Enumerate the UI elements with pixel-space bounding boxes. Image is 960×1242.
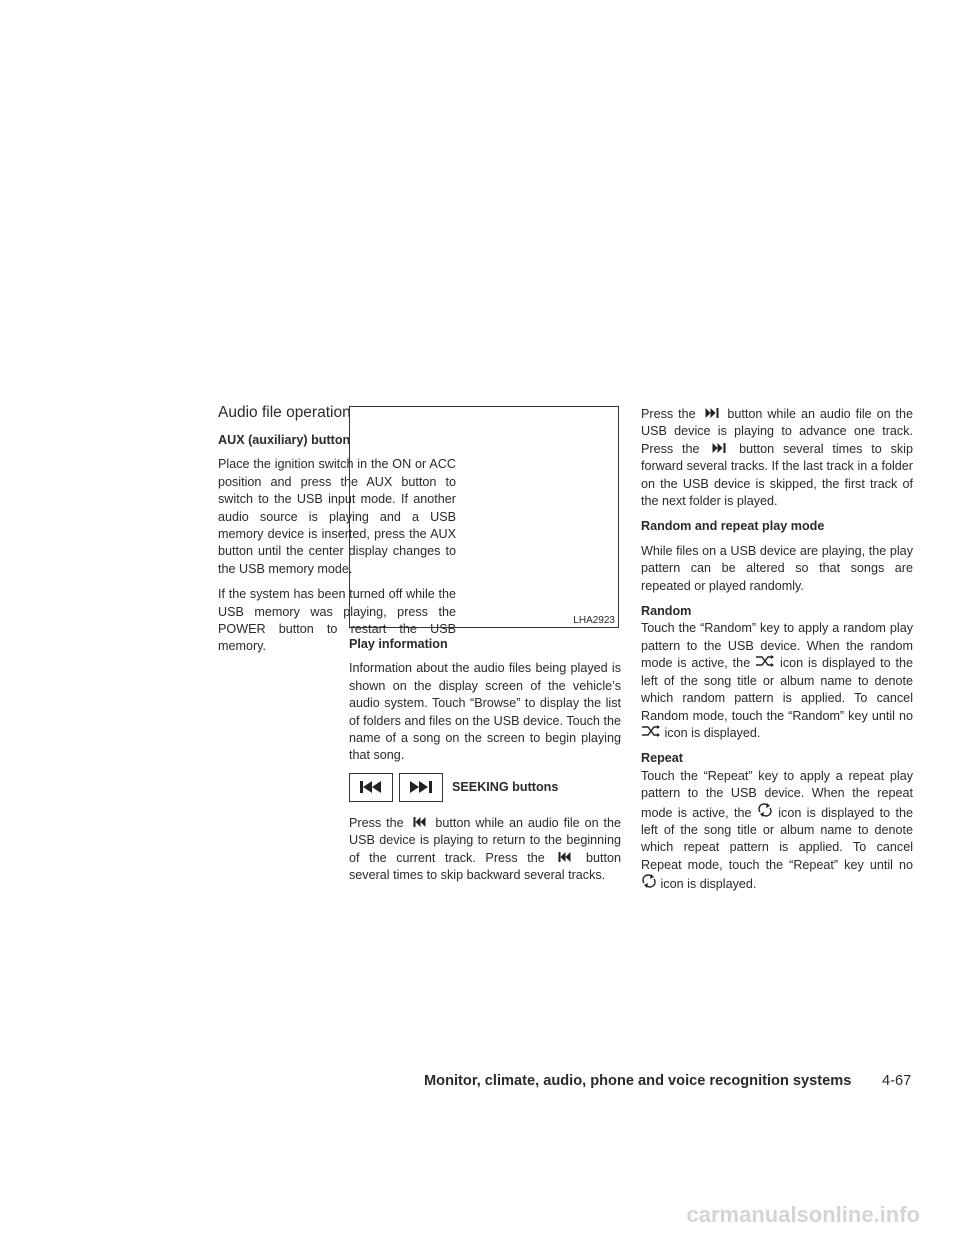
random-heading: Random [641, 604, 692, 619]
aux-paragraph-1: Place the ignition switch in the ON or ACC position and press the AUX button to switch to the USB input mode. If another audio source is playing and a USB memory device is inserted, press the AUX button until the center display changes to the USB memory mode. [218, 457, 456, 576]
seek-back-text-a: Press the [349, 815, 404, 830]
section-title: Audio file operation [218, 404, 351, 421]
play-info-paragraph: Information about the audio files being played is shown on the display screen of the vehicle’s audio system. Touch “Browse” to display the list of folders and files on the USB device. Touch the name of a song on the screen to begin playing that song. [349, 661, 621, 763]
seek-forward-text-a: Press the [641, 407, 696, 421]
aux-paragraph-2: If the system has been turned off while the USB memory was playing, press the POWER button to restart the USB memory. [218, 587, 456, 654]
column-right [641, 406, 913, 902]
play-info-heading: Play information [349, 637, 448, 651]
seek-forward-text-c: button several times to skip forward several tracks. If the last track in a folder on the USB device is skipped, the first track of the next folder is played. [641, 441, 913, 509]
random-paragraph [641, 620, 913, 742]
repeat-text-b: icon is displayed to the left of the song title or album name to denote which repeat pattern is applied. To cancel Repeat mode, touch the “Repeat” key until no [641, 805, 914, 872]
random-text-c: icon is displayed. [664, 725, 761, 740]
footer-page-number: 4-67 [882, 1073, 912, 1089]
random-repeat-heading: Random and repeat play mode [641, 519, 825, 534]
illustration-frame [349, 406, 619, 628]
repeat-icon [641, 874, 657, 888]
skip-next-icon [399, 773, 443, 802]
column-middle [349, 636, 621, 892]
skip-previous-icon [409, 817, 431, 827]
repeat-paragraph [641, 768, 913, 894]
footer-chapter-title: Monitor, climate, audio, phone and voice recognition systems [424, 1073, 852, 1089]
seek-forward-paragraph [641, 406, 913, 510]
shuffle-icon [755, 655, 775, 667]
random-text-b: icon is displayed to the left of the song title or album name to denote which random pattern is applied. To cancel Random mode, touch the “Random” key until no [641, 656, 914, 723]
figure-label: LHA2923 [573, 615, 615, 626]
skip-next-icon [708, 443, 730, 453]
repeat-text-c: icon is displayed. [660, 877, 757, 892]
skip-previous-icon [349, 773, 393, 802]
seeking-buttons-label: SEEKING buttons [452, 779, 559, 794]
seeking-buttons-figure [349, 773, 621, 805]
shuffle-icon [641, 725, 661, 737]
repeat-icon [757, 803, 773, 817]
aux-heading: AUX (auxiliary) button [218, 433, 351, 447]
repeat-text-a: Touch the “Repeat” key to apply a repeat play pattern to the USB device. When the repeat mode is active, the [641, 768, 913, 820]
random-text-a: Touch the “Random” key to apply a random play pattern to the USB device. When the random mode is active, the [641, 621, 913, 671]
seek-back-text-b: button while an audio file on the USB device is playing to return to the beginning of the current track. Press the [349, 815, 621, 865]
seek-back-paragraph [349, 815, 621, 885]
watermark: carmanualsonline.info [686, 1202, 920, 1227]
skip-next-icon [701, 408, 723, 418]
skip-previous-icon [554, 852, 576, 862]
seek-back-text-c: button several times to skip backward several tracks. [349, 850, 622, 883]
seek-forward-text-b: button while an audio file on the USB device is playing to advance one track. Press the [641, 407, 913, 456]
random-repeat-paragraph: While files on a USB device are playing, the play pattern can be altered so that songs are repeated or played randomly. [641, 543, 913, 593]
repeat-heading: Repeat [641, 751, 683, 766]
